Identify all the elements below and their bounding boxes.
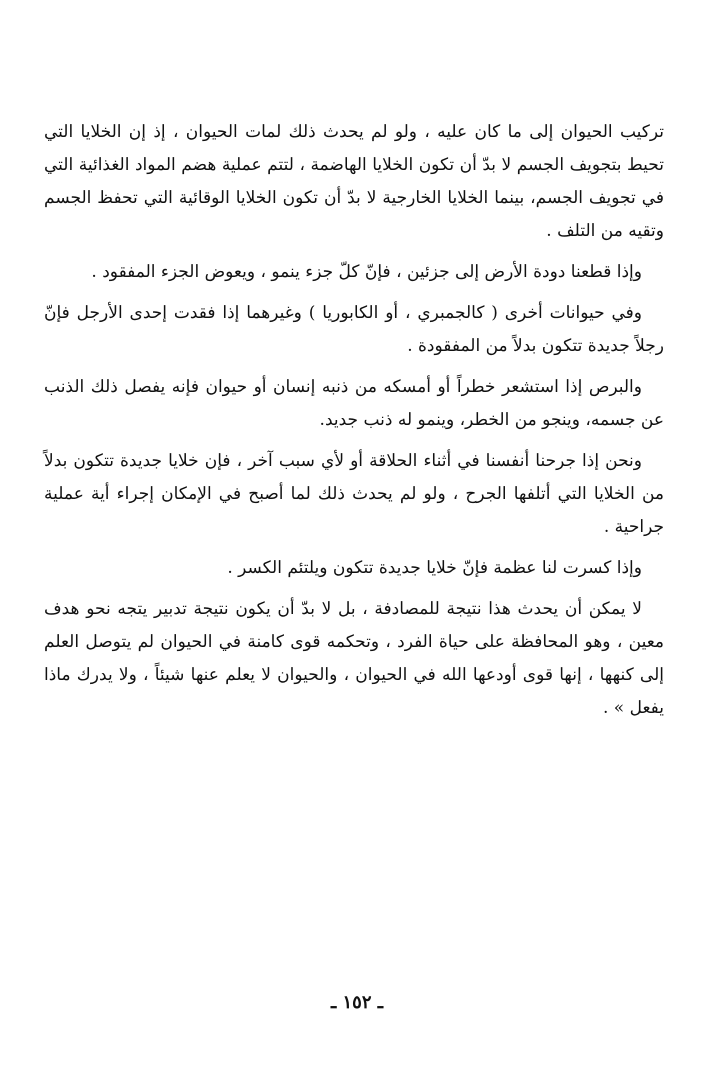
paragraph-earthworm: وإذا قطعنا دودة الأرض إلى جزئين ، فإنّ كلّ جزء ينمو ، ويعوض الجزء المفقود . (91, 262, 642, 282)
paragraph-bones: وإذا كسرت لنا عظمة فإنّ خلايا جديدة تتكون ويلتئم الكسر . (227, 558, 642, 578)
paragraph-gecko: والبرص إذا استشعر خطراً أو أمسكه من ذنبه إنسان أو حيوان فإنه يفصل ذلك الذنب عن جسمه، وينجو من الخطر، وينمو له ذنب جديد. (44, 377, 664, 430)
paragraph-wounds: ونحن إذا جرحنا أنفسنا في أثناء الحلاقة أو لأي سبب آخر ، فإن خلايا جديدة تتكون بدلاً من الخلايا التي أتلفها الجرح ، ولو لم يحدث ذلك لما أصبح في الإمكان إجراء أية عملية جراحية . (44, 451, 664, 537)
paragraph-conclusion: لا يمكن أن يحدث هذا نتيجة للمصادفة ، بل لا بدّ أن يكون نتيجة تدبير يتجه نحو هدف معين ، وهو المحافظة على حياة الفرد ، وتحكمه قوى كامنة في الحيوان لم يتوصل العلم إلى كنهها ، إنها قوى أودعها الله في الحيوان ، والحيوان لا يعلم عنها شيئاً ، ولا يدرك ماذا يفعل » . (44, 599, 665, 718)
paragraph-crustaceans: وفي حيوانات أخرى ( كالجمبري ، أو الكابوريا ) وغيرهما إذا فقدت إحدى الأرجل فإنّ رجلاً جديدة تتكون بدلاً من المفقودة . (44, 303, 664, 356)
body-text (44, 116, 664, 733)
paragraph-continuation: تركيب الحيوان إلى ما كان عليه ، ولو لم يحدث ذلك لمات الحيوان ، إذ إن الخلايا التي تحيط بتجويف الجسم لا بدّ أن تكون الخلايا الهاضمة ، لتتم عملية هضم المواد الغذائية التي في تجويف الجسم، بينما الخلايا الخارجية لا بدّ أن تكون الخلايا الوقائية التي تحفظ الجسم وتقيه من التلف . (44, 122, 664, 241)
page-number: ـ ١٥٢ ـ (330, 992, 384, 1013)
